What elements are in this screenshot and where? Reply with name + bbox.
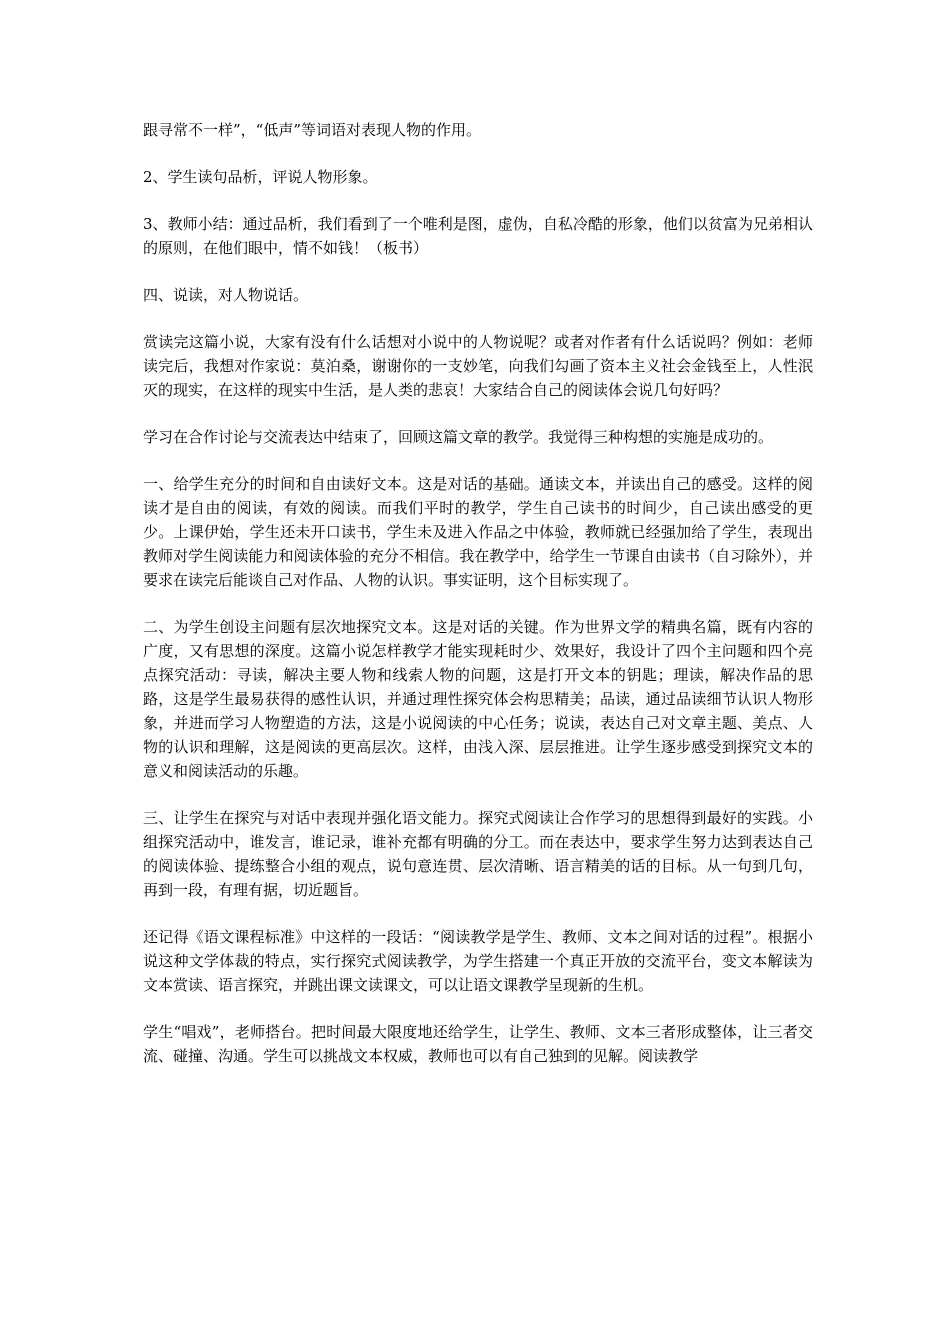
paragraph-3: 3、教师小结：通过品析，我们看到了一个唯利是图，虚伪，自私冷酷的形象，他们以贫富为兄弟相认的原则，在他们眼中，情不如钱！（板书） <box>143 215 813 257</box>
paragraph-11: 学生“唱戏”，老师搭台。把时间最大限度地还给学生，让学生、教师、文本三者形成整体，让三者交流、碰撞、沟通。学生可以挑战文本权威，教师也可以有自己独到的见解。阅读教学 <box>143 1023 813 1065</box>
paragraph-10: 还记得《语文课程标准》中这样的一段话：“阅读教学是学生、教师、文本之间对话的过程”。根据小说这种文学体裁的特点，实行探究式阅读教学，为学生搭建一个真正开放的交流平台，变文本解读为文本赏读、语言探究，并跳出课文读课文，可以让语文课教学呈现新的生机。 <box>143 928 813 994</box>
document-body <box>143 118 813 1091</box>
paragraph-1: 跟寻常不一样”，“低声”等词语对表现人物的作用。 <box>143 121 482 139</box>
paragraph-4: 四、说读，对人物说话。 <box>143 286 309 304</box>
paragraph-6: 学习在合作讨论与交流表达中结束了，回顾这篇文章的教学。我觉得三种构想的实施是成功的。 <box>143 428 774 446</box>
paragraph-2: 2、学生读句品析，评说人物形象。 <box>143 168 378 186</box>
paragraph-8: 二、为学生创设主问题有层次地探究文本。这是对话的关键。作为世界文学的精典名篇，既有内容的广度，又有思想的深度。这篇小说怎样教学才能实现耗时少、效果好，我设计了四个主问题和四个亮点探究活动：寻读，解决主要人物和线索人物的问题，这是打开文本的钥匙；理读，解决作品的思路，这是学生最易获得的感性认识，并通过理性探究体会构思精美；品读，通过品读细节认识人物形象，并进而学习人物塑造的方法，这是小说阅读的中心任务；说读，表达自己对文章主题、美点、人物的认识和理解，这是阅读的更高层次。这样，由浅入深、层层推进。让学生逐步感受到探究文本的意义和阅读活动的乐趣。 <box>143 618 813 780</box>
paragraph-9: 三、让学生在探究与对话中表现并强化语文能力。探究式阅读让合作学习的思想得到最好的实践。小组探究活动中，谁发言，谁记录，谁补充都有明确的分工。而在表达中，要求学生努力达到表达自己的阅读体验、提练整合小组的观点，说句意连贯、层次清晰、语言精美的话的目标。从一句到几句，再到一段，有理有据，切近题旨。 <box>143 809 813 899</box>
paragraph-5: 赏读完这篇小说，大家有没有什么话想对小说中的人物说呢？或者对作者有什么话说吗？例如：老师读完后，我想对作家说：莫泊桑，谢谢你的一支妙笔，向我们勾画了资本主义社会金钱至上，人性泯灭的现实，在这样的现实中生活，是人类的悲哀！大家结合自己的阅读体会说几句好吗？ <box>143 333 813 399</box>
paragraph-7: 一、给学生充分的时间和自由读好文本。这是对话的基础。通读文本，并读出自己的感受。这样的阅读才是自由的阅读，有效的阅读。而我们平时的教学，学生自己读书的时间少，自己读出感受的更少。上课伊始，学生还未开口读书，学生未及进入作品之中体验，教师就已经强加给了学生，表现出教师对学生阅读能力和阅读体验的充分不相信。我在教学中，给学生一节课自由读书（自习除外），并要求在读完后能谈自己对作品、人物的认识。事实证明，这个目标实现了。 <box>143 475 813 589</box>
